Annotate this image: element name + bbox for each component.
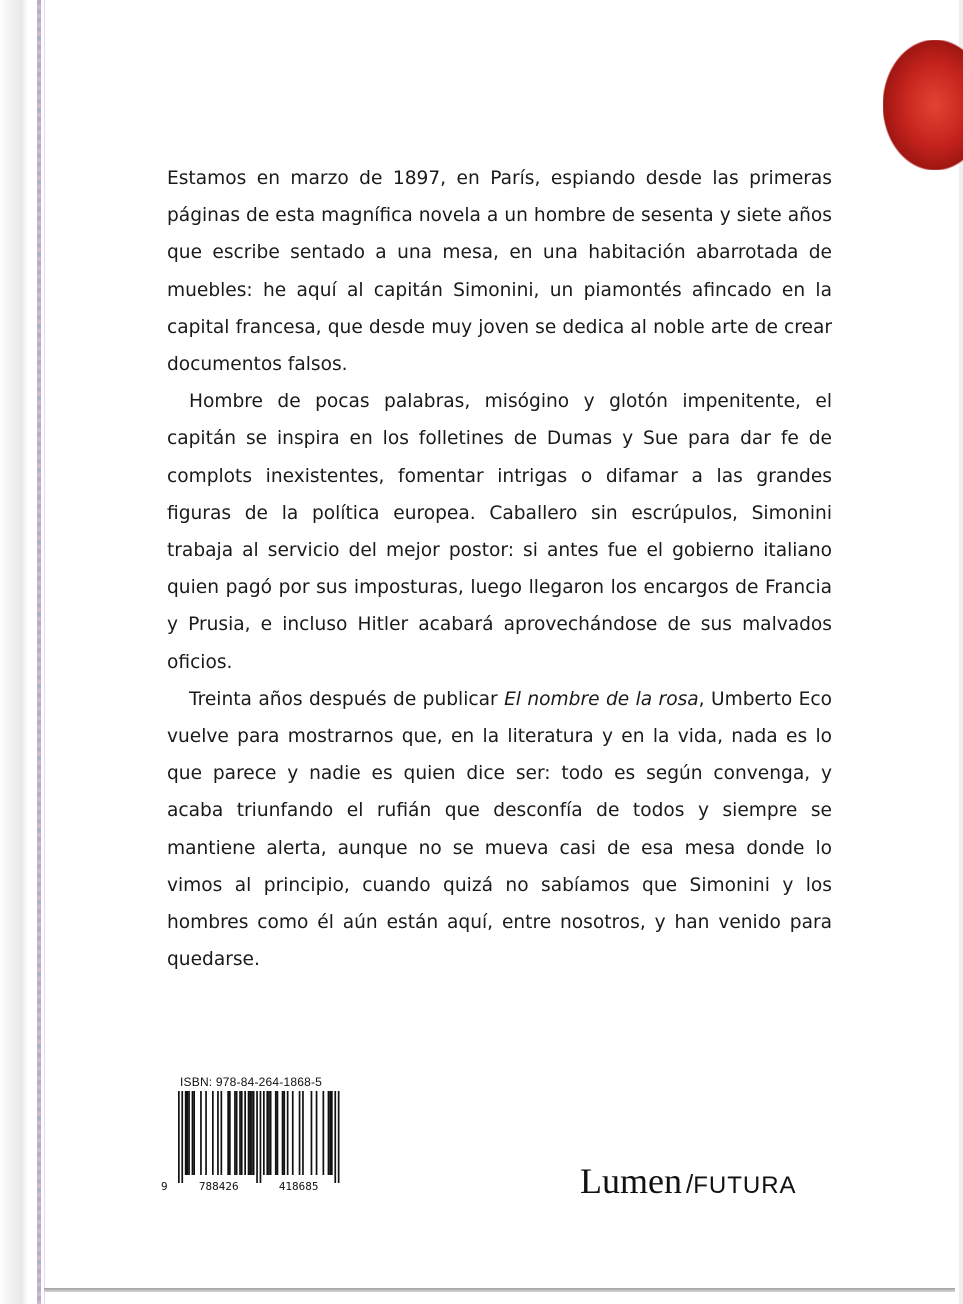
barcode-bar [241,1091,243,1175]
left-spine-shadow [0,0,28,1304]
paragraph-text: Treinta años después de publicar [189,688,505,710]
blurb-paragraph [167,681,832,979]
barcode-bar [249,1091,251,1175]
barcode-bar [251,1091,253,1175]
barcode-bar [253,1091,255,1175]
barcode-bar [331,1091,333,1175]
barcode-bar [292,1091,294,1175]
barcode-bar [277,1091,279,1175]
barcode-bar [334,1091,336,1183]
barcode-bar [338,1091,340,1183]
barcode-bar [187,1091,189,1175]
barcode-bar [299,1091,301,1175]
barcode-bar [221,1091,223,1175]
barcode-bar [188,1091,190,1175]
barcode-bar [260,1091,262,1183]
barcode-bar [283,1091,285,1175]
barcode-bar [329,1091,331,1175]
barcode-bar [316,1091,318,1175]
barcode-bar [275,1091,277,1175]
back-cover-blurb [167,160,832,978]
barcode-bar [227,1091,229,1175]
blurb-paragraph [167,383,832,681]
barcode-bar [217,1091,219,1175]
red-cover-detail [883,40,963,170]
isbn-label: ISBN: 978-84-264-1868-5 [180,1075,323,1089]
barcode-bar [268,1091,270,1175]
right-page-edge [959,0,963,1304]
paragraph-text: Estamos en marzo de 1897, en París, espiando desde las primeras páginas de esta magnífica novela a un hombre de sesenta y siete años que escribe sentado a una mesa, en una habitación abarrotada de muebles: he aquí al capitán Simonini, un piamontés afincado en la capital francesa, que desde muy joven se dedica al noble arte de crear documentos falsos. [167,168,832,376]
barcode-digits: 418685 [278,1180,319,1191]
barcode-bar [328,1091,330,1175]
barcode-bar [181,1091,183,1183]
publisher-imprint: FUTURA [693,1172,797,1199]
barcode-block [160,1075,340,1195]
publisher-separator: / [685,1169,694,1199]
barcode-bar [185,1091,187,1175]
barcode-digits: 788426 [198,1180,239,1191]
barcode-bar [200,1091,202,1175]
book-title-reference: El nombre de la rosa [504,688,699,710]
barcode-bar [266,1091,268,1175]
barcode-bar [212,1091,214,1175]
barcode-bar [192,1091,194,1175]
barcode-bar [282,1091,284,1175]
barcode [160,1091,340,1191]
barcode-bar [234,1091,236,1175]
barcode-bar [270,1091,272,1175]
barcode-bar [323,1091,325,1175]
barcode-bar [239,1091,241,1175]
paragraph-text: Hombre de pocas palabras, misógino y glotón impenitente, el capitán se inspira en los folletines de Dumas y Sue para dar fe de complots inexistentes, fomentar intrigas o difamar a las grandes figuras de la política europea. Caballero sin escrúpulos, Simonini trabaja al servicio del mejor postor: si antes fue el gobierno italiano quien pagó por sus imposturas, luego llegaron los encargos de Francia y Prusia, e incluso Hitler acabará aprovechándose de sus malvados oficios. [167,391,832,673]
barcode-bar [287,1091,289,1175]
publisher-name: Lumen [580,1161,682,1201]
barcode-bar [178,1091,180,1183]
barcode-bar [244,1091,246,1175]
spine-stripe [37,0,41,1304]
barcode-bar [236,1091,238,1175]
barcode-bar [229,1091,231,1175]
barcode-bar [302,1091,304,1175]
spine-line [44,0,45,1304]
publisher-logo [580,1160,797,1202]
barcode-bar [256,1091,258,1183]
bottom-page-edge [44,1288,955,1292]
barcode-bar [205,1091,207,1175]
paragraph-text: , Umberto Eco vuelve para mostrarnos que, en la literatura y en la vida, nada es lo que parece y nadie es quien dice ser: todo es según convenga, y acaba triunfando el rufián que desconfía de todos y siempre se mantiene alerta, aunque no se mueva casi de esa mesa donde lo vimos al principio, cuando quizá no sabíamos que Simonini y los hombres como él aún están aquí, entre nosotros, y han venido para quedarse. [167,688,832,971]
blurb-paragraph [167,160,832,383]
barcode-bar [311,1091,313,1175]
barcode-digits: 9 [161,1180,168,1191]
barcode-bar [248,1091,250,1175]
barcode-bar [263,1091,265,1175]
barcode-bar [193,1091,195,1175]
